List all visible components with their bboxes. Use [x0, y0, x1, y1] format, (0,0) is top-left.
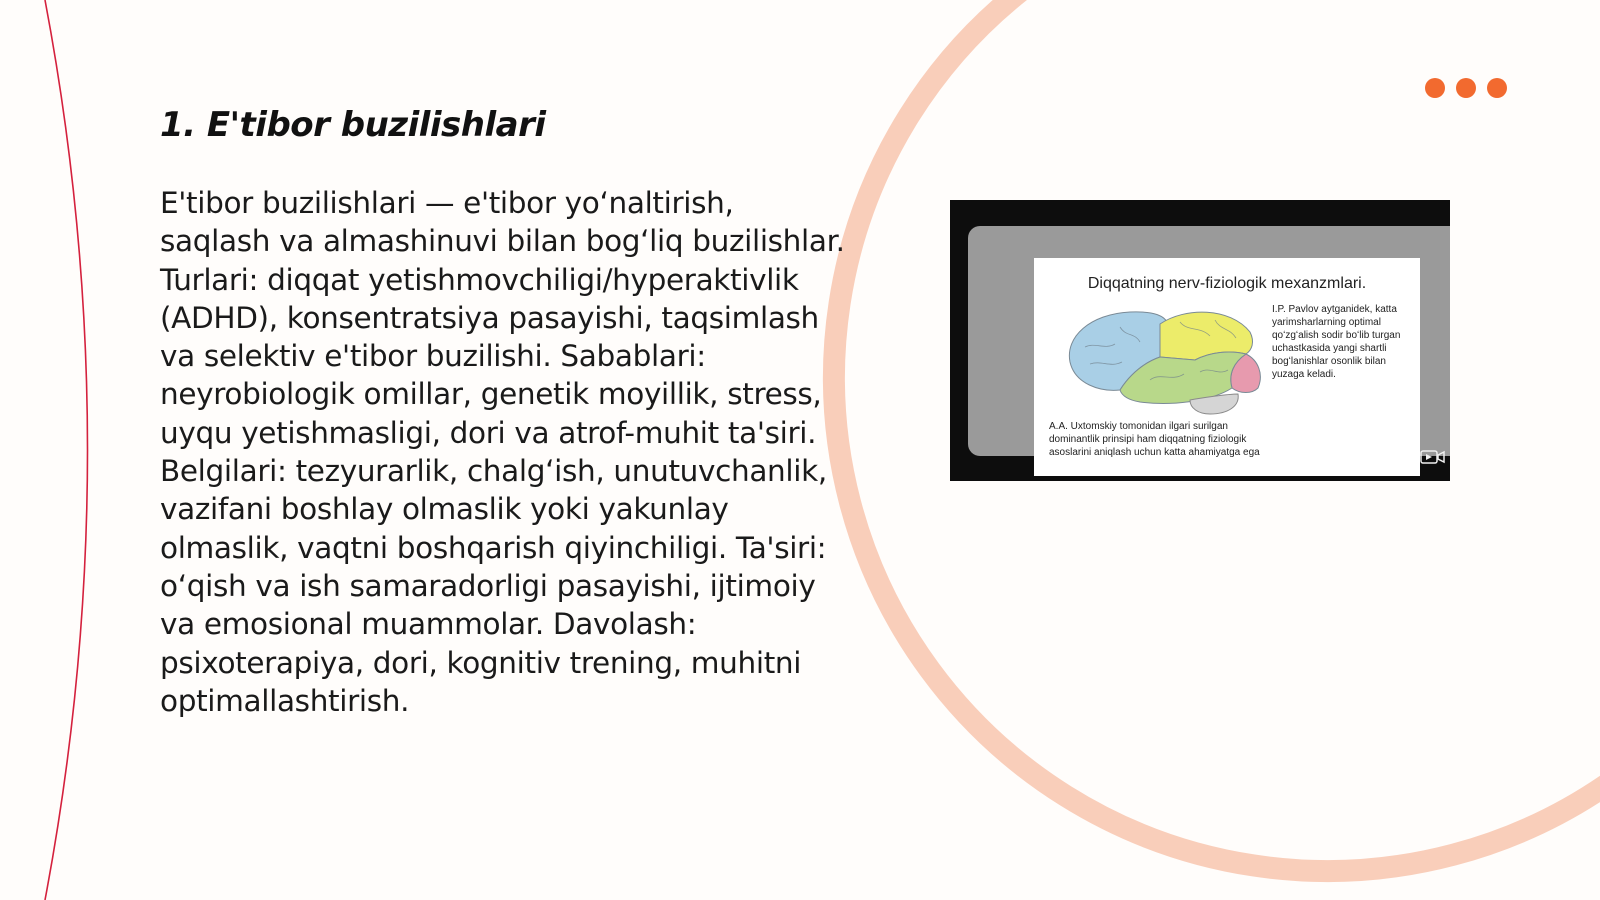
video-slide-title: Diqqatning nerv-fiziologik mexanzmlari.	[1087, 275, 1367, 292]
slide-body-text: E'tibor buzilishlari — e'tibor yoʻnaltirish, saqlash va almashinuvi bilan bogʻliq buzilishlar. Turlari: diqqat yetishmovchiligi/hyperaktivlik (ADHD), konsentratsiya pasayishi, taqsimlash va selektiv e'tibor buzilishi. Sabablari: neyrobiologik omillar, genetik moyillik, stress, uyqu yetishmasligi, dori va atrof-muhit ta'siri. Belgilari: tezyurarlik, chalgʻish, unutuvchanlik, vazifani boshlay olmaslik yoki yakunlay olmaslik, vaqtni boshqarish qiyinchiligi. Ta'siri: oʻqish va ish samaradorligi pasayishi, ijtimoiy va emosional muammolar. Davolash: psixoterapiya, dori, kognitiv trening, muhitni optimallashtirish.	[160, 186, 845, 718]
video-frame	[968, 226, 1450, 456]
video-note-uxtomskiy: A.A. Uxtomskiy tomonidan ilgari surilgan dominantlik prinsipi ham diqqatning fiziologik asoslarini aniqlash uchun katta ahamiyatga ega	[1049, 421, 1260, 458]
embedded-video[interactable]	[950, 200, 1450, 481]
video-note-pavlov: I.P. Pavlov aytganidek, katta yarimsharlarning optimal qoʻzgʻalish sodir boʻlib turgan uchastkasida yangi shartli bogʻlanishlar osonlik bilan yuzaga keladi.	[1272, 304, 1401, 380]
dot	[1425, 78, 1445, 98]
slide-title: 1. E'tibor buzilishlari	[160, 105, 546, 145]
dot	[1456, 78, 1476, 98]
more-dots-icon	[1425, 78, 1507, 98]
red-curve	[45, 0, 88, 900]
dot	[1487, 78, 1507, 98]
video-slide-content	[1034, 258, 1420, 476]
brain-illustration	[1060, 302, 1270, 422]
camera-icon	[1420, 448, 1446, 466]
